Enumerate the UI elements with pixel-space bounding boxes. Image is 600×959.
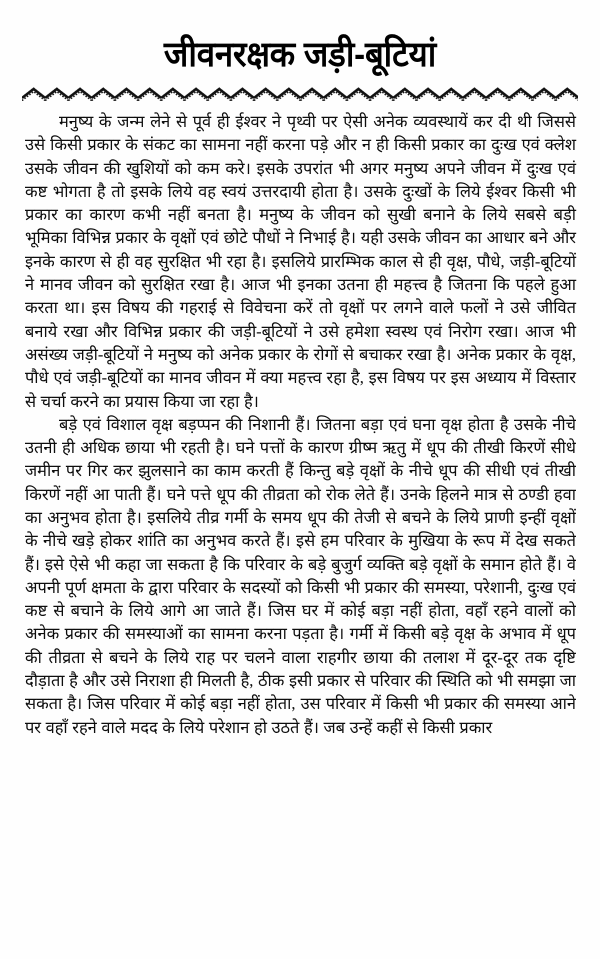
paragraph-2: बड़े एवं विशाल वृक्ष बड़प्पन की निशानी हैं। जितना बड़ा एवं घना वृक्ष होता है उसके नीचे उतनी ही अधिक छाया भी रहती है। घने पत्तों के कारण ग्रीष्म ऋतु में धूप की तीखी किरणें सीधे जमीन पर गिर कर झुलसाने का काम करती हैं किन्तु बड़े वृक्षों के नीचे धूप की सीधी एवं तीखी किरणें नहीं आ पाती हैं। घने पत्ते धूप की तीव्रता को रोक लेते हैं। उनके हिलने मात्र से ठण्डी हवा का अनुभव होता है। इसलिये तीव्र गर्मी के समय धूप की तेजी से बचने के लिये प्राणी इन्हीं वृक्षों के नीचे खड़े होकर शांति का अनुभव करते हैं। इसे हम परिवार के मुखिया के रूप में देख सकते हैं। इसे ऐसे भी कहा जा सकता है कि परिवार के बड़े बुजुर्ग व्यक्ति बड़े वृक्षों के समान होते हैं। वे अपनी पूर्ण क्षमता के द्वारा परिवार के सदस्यों को किसी भी प्रकार की समस्या, परेशानी, दुःख एवं कष्ट से बचाने के लिये आगे आ जाते हैं। जिस घर में कोई बड़ा नहीं होता, वहाँ रहने वालों को अनेक प्रकार की समस्याओं का सामना करना पड़ता है। गर्मी में किसी बड़े वृक्ष के अभाव में धूप की तीव्रता से बचने के लिये राह पर चलने वाला राहगीर छाया की तलाश में दूर-दूर तक दृष्टि दौड़ाता है और उसे निराशा ही मिलती है, ठीक इसी प्रकार से परिवार की स्थिति को भी समझा जा सकता है। जिस परिवार में कोई बड़ा नहीं होता, उस परिवार में किसी भी प्रकार की समस्या आने पर वहाँ रहने वाले मदद के लिये परेशान हो उठते हैं। जब उन्हें कहीं से किसी प्रकार: [25, 414, 576, 737]
title-block: [0, 0, 600, 72]
paragraph-1: मनुष्य के जन्म लेने से पूर्व ही ईश्वर ने पृथ्वी पर ऐसी अनेक व्यवस्थायें कर दी थी जिससे उसे किसी प्रकार के संकट का सामना नहीं करना पड़े और न ही किसी प्रकार का दुःख एवं क्लेश उसके जीवन की खुशियों को कम करे। इसके उपरांत भी अगर मनुष्य अपने जीवन में दुःख एवं कष्ट भोगता है तो इसके लिये वह स्वयं उत्तरदायी होता है। उसके दुःखों के लिये ईश्वर किसी भी प्रकार का कारण कभी नहीं बनता है। मनुष्य के जीवन को सुखी बनाने के लिये सबसे बड़ी भूमिका विभिन्न प्रकार के वृक्षों एवं छोटे पौधों ने निभाई है। यही उसके जीवन का आधार बने और इनके कारण से ही वह सुरक्षित भी रहा है। इसलिये प्रारम्भिक काल से ही वृक्ष, पौधे, जड़ी-बूटियों ने मानव जीवन को सुरक्षित रखा है। आज भी इनका उतना ही महत्त्व है जितना कि पहले हुआ करता था। इस विषय की गहराई से विवेचना करें तो वृक्षों पर लगने वाले फलों ने उसे जीवित बनाये रखा और विभिन्न प्रकार की जड़ी-बूटियों ने उसे हमेशा स्वस्थ एवं निरोग रखा। आज भी असंख्य जड़ी-बूटियों ने मनुष्य को अनेक प्रकार के रोगों से बचाकर रखा है। अनेक प्रकार के वृक्ष, पौधे एवं जड़ी-बूटियों का मानव जीवन में क्या महत्त्व रहा है, इस विषय पर इस अध्याय में विस्तार से चर्चा करने का प्रयास किया जा रहा है।: [25, 111, 576, 411]
document-body: [25, 110, 576, 739]
decorative-divider: [22, 87, 578, 101]
page-title: जीवनरक्षक जड़ी-बूटियां: [163, 34, 437, 74]
zigzag-ornament-icon: [22, 87, 578, 101]
